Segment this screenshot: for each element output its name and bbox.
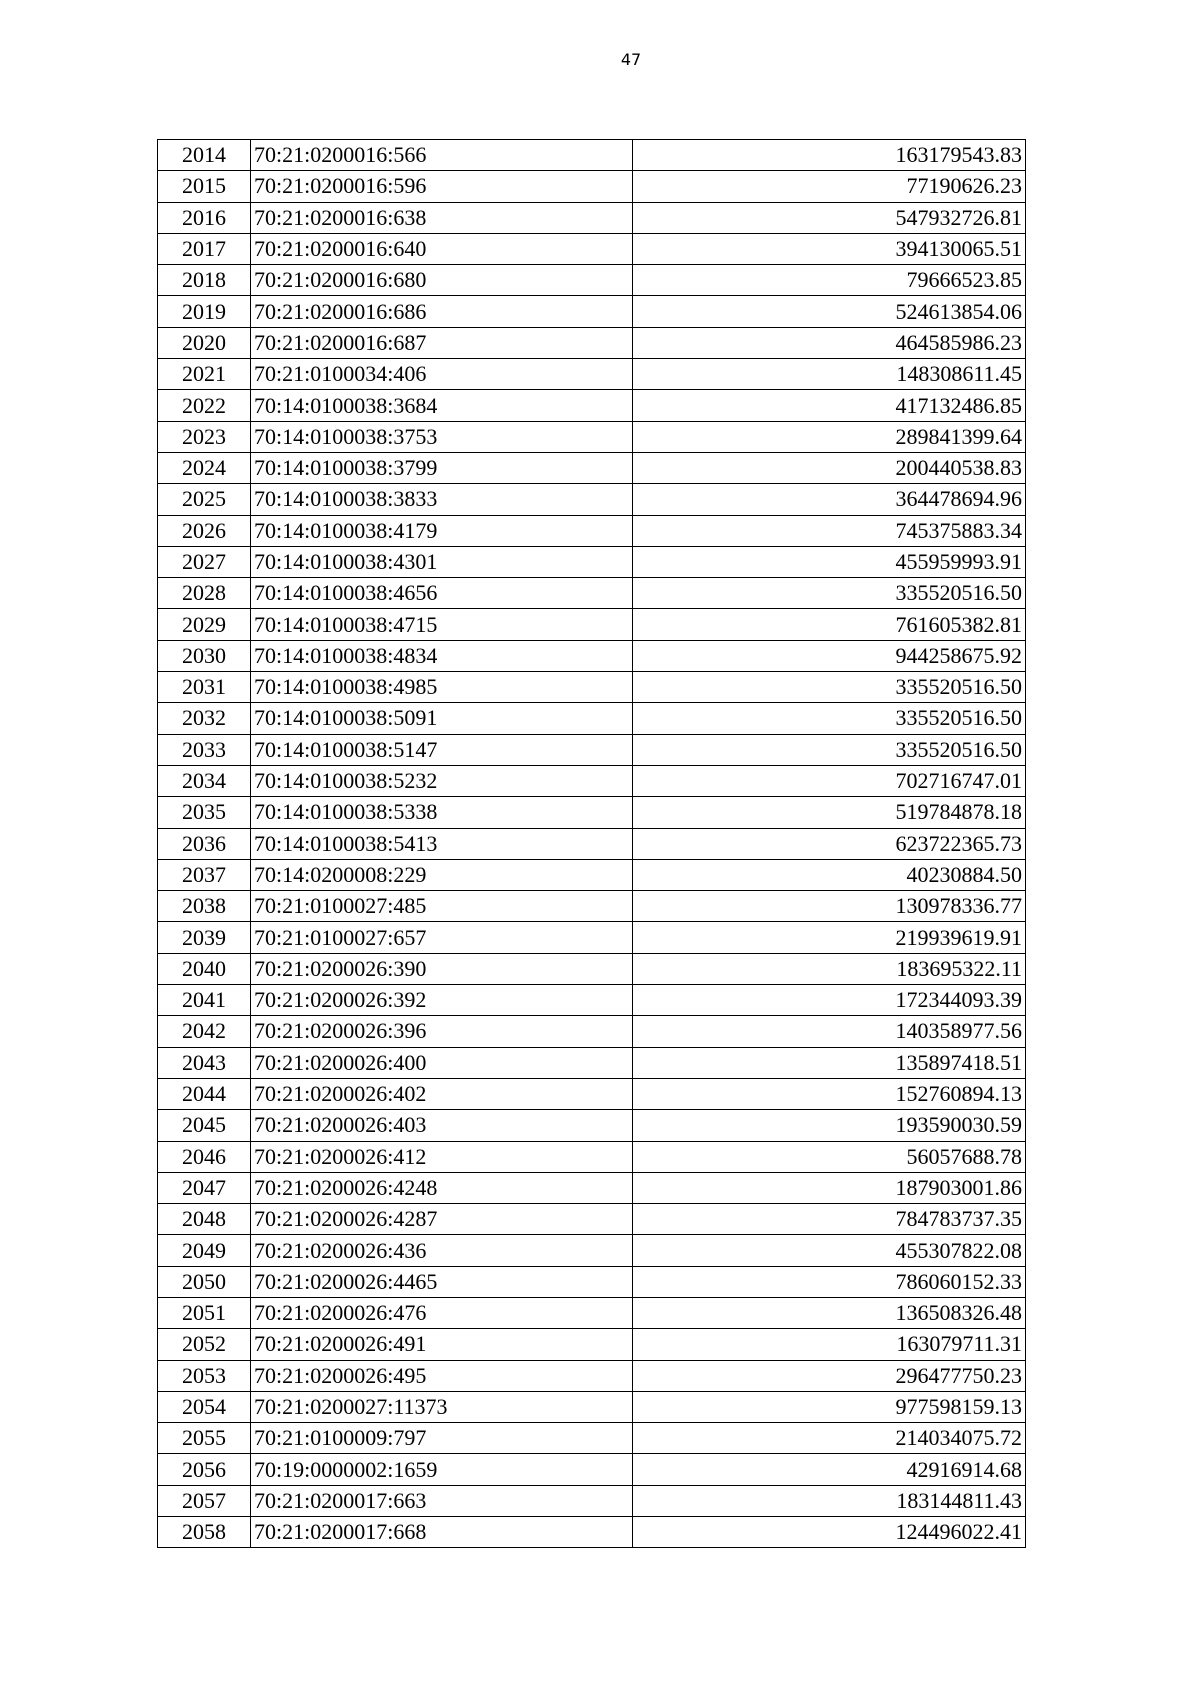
table-row <box>158 1297 1026 1328</box>
table-row <box>158 1141 1026 1172</box>
cadastral-value-cell: 364478694.96 <box>633 484 1026 515</box>
table-row <box>158 1485 1026 1516</box>
row-number-cell: 2055 <box>158 1423 251 1454</box>
row-number-cell: 2022 <box>158 390 251 421</box>
cadastral-number-cell: 70:14:0100038:5232 <box>251 765 633 796</box>
cadastral-number-cell: 70:21:0200016:596 <box>251 171 633 202</box>
cadastral-value-cell: 172344093.39 <box>633 985 1026 1016</box>
cadastral-value-cell: 786060152.33 <box>633 1266 1026 1297</box>
cadastral-value-cell: 745375883.34 <box>633 515 1026 546</box>
table-row <box>158 1016 1026 1047</box>
row-number-cell: 2043 <box>158 1047 251 1078</box>
cadastral-number-cell: 70:21:0200026:396 <box>251 1016 633 1047</box>
cadastral-number-cell: 70:14:0200008:229 <box>251 859 633 890</box>
table-row <box>158 797 1026 828</box>
cadastral-number-cell: 70:21:0200026:390 <box>251 953 633 984</box>
row-number-cell: 2041 <box>158 985 251 1016</box>
table-row <box>158 421 1026 452</box>
row-number-cell: 2053 <box>158 1360 251 1391</box>
cadastral-number-cell: 70:21:0200016:640 <box>251 233 633 264</box>
cadastral-number-cell: 70:21:0200026:4287 <box>251 1204 633 1235</box>
table-row <box>158 296 1026 327</box>
table-row <box>158 703 1026 734</box>
cadastral-number-cell: 70:14:0100038:3684 <box>251 390 633 421</box>
row-number-cell: 2026 <box>158 515 251 546</box>
row-number-cell: 2051 <box>158 1297 251 1328</box>
cadastral-value-cell: 200440538.83 <box>633 452 1026 483</box>
table-row <box>158 828 1026 859</box>
table-row <box>158 609 1026 640</box>
row-number-cell: 2025 <box>158 484 251 515</box>
row-number-cell: 2029 <box>158 609 251 640</box>
table-row <box>158 1266 1026 1297</box>
table-row <box>158 233 1026 264</box>
cadastral-number-cell: 70:21:0200016:686 <box>251 296 633 327</box>
table-row <box>158 1360 1026 1391</box>
cadastral-value-cell: 335520516.50 <box>633 578 1026 609</box>
cadastral-number-cell: 70:19:0000002:1659 <box>251 1454 633 1485</box>
cadastral-value-cell: 140358977.56 <box>633 1016 1026 1047</box>
table-row <box>158 171 1026 202</box>
cadastral-value-cell: 944258675.92 <box>633 640 1026 671</box>
row-number-cell: 2027 <box>158 546 251 577</box>
cadastral-value-cell: 335520516.50 <box>633 672 1026 703</box>
row-number-cell: 2044 <box>158 1078 251 1109</box>
cadastral-number-cell: 70:21:0200016:687 <box>251 327 633 358</box>
cadastral-number-cell: 70:21:0200027:11373 <box>251 1391 633 1422</box>
cadastral-number-cell: 70:21:0200026:402 <box>251 1078 633 1109</box>
cadastral-number-cell: 70:14:0100038:4179 <box>251 515 633 546</box>
cadastral-number-cell: 70:21:0100027:485 <box>251 891 633 922</box>
row-number-cell: 2031 <box>158 672 251 703</box>
cadastral-value-cell: 455307822.08 <box>633 1235 1026 1266</box>
cadastral-value-cell: 219939619.91 <box>633 922 1026 953</box>
cadastral-value-cell: 547932726.81 <box>633 202 1026 233</box>
cadastral-value-cell: 335520516.50 <box>633 734 1026 765</box>
table-row <box>158 1047 1026 1078</box>
table-row <box>158 1235 1026 1266</box>
table-row <box>158 327 1026 358</box>
cadastral-value-cell: 56057688.78 <box>633 1141 1026 1172</box>
cadastral-number-cell: 70:21:0200016:566 <box>251 140 633 171</box>
cadastral-number-cell: 70:21:0100034:406 <box>251 359 633 390</box>
cadastral-value-cell: 187903001.86 <box>633 1172 1026 1203</box>
cadastral-number-cell: 70:14:0100038:3753 <box>251 421 633 452</box>
table-row <box>158 1110 1026 1141</box>
cadastral-number-cell: 70:14:0100038:4985 <box>251 672 633 703</box>
row-number-cell: 2024 <box>158 452 251 483</box>
table-row <box>158 140 1026 171</box>
cadastral-value-cell: 183695322.11 <box>633 953 1026 984</box>
table-row <box>158 985 1026 1016</box>
cadastral-value-cell: 42916914.68 <box>633 1454 1026 1485</box>
cadastral-value-cell: 519784878.18 <box>633 797 1026 828</box>
row-number-cell: 2046 <box>158 1141 251 1172</box>
cadastral-value-cell: 623722365.73 <box>633 828 1026 859</box>
row-number-cell: 2030 <box>158 640 251 671</box>
cadastral-value-cell: 394130065.51 <box>633 233 1026 264</box>
cadastral-number-cell: 70:14:0100038:4715 <box>251 609 633 640</box>
table-row <box>158 1517 1026 1548</box>
table-row <box>158 891 1026 922</box>
cadastral-value-cell: 214034075.72 <box>633 1423 1026 1454</box>
row-number-cell: 2056 <box>158 1454 251 1485</box>
cadastral-number-cell: 70:21:0100027:657 <box>251 922 633 953</box>
row-number-cell: 2036 <box>158 828 251 859</box>
row-number-cell: 2040 <box>158 953 251 984</box>
row-number-cell: 2016 <box>158 202 251 233</box>
row-number-cell: 2039 <box>158 922 251 953</box>
cadastral-value-cell: 335520516.50 <box>633 703 1026 734</box>
cadastral-value-cell: 977598159.13 <box>633 1391 1026 1422</box>
cadastral-number-cell: 70:21:0200026:400 <box>251 1047 633 1078</box>
cadastral-number-cell: 70:14:0100038:4834 <box>251 640 633 671</box>
row-number-cell: 2020 <box>158 327 251 358</box>
cadastral-number-cell: 70:21:0200026:491 <box>251 1329 633 1360</box>
cadastral-value-cell: 40230884.50 <box>633 859 1026 890</box>
table-row <box>158 390 1026 421</box>
cadastral-value-cell: 784783737.35 <box>633 1204 1026 1235</box>
row-number-cell: 2038 <box>158 891 251 922</box>
cadastral-value-cell: 193590030.59 <box>633 1110 1026 1141</box>
row-number-cell: 2021 <box>158 359 251 390</box>
row-number-cell: 2017 <box>158 233 251 264</box>
row-number-cell: 2058 <box>158 1517 251 1548</box>
cadastral-value-table <box>157 139 1026 1548</box>
row-number-cell: 2050 <box>158 1266 251 1297</box>
table-row <box>158 1078 1026 1109</box>
table-row <box>158 953 1026 984</box>
cadastral-number-cell: 70:21:0200026:392 <box>251 985 633 1016</box>
cadastral-number-cell: 70:21:0200026:476 <box>251 1297 633 1328</box>
row-number-cell: 2042 <box>158 1016 251 1047</box>
cadastral-value-cell: 296477750.23 <box>633 1360 1026 1391</box>
table-row <box>158 1391 1026 1422</box>
cadastral-value-cell: 289841399.64 <box>633 421 1026 452</box>
table-body <box>158 140 1026 1548</box>
cadastral-number-cell: 70:14:0100038:4656 <box>251 578 633 609</box>
cadastral-number-cell: 70:21:0100009:797 <box>251 1423 633 1454</box>
cadastral-value-cell: 455959993.91 <box>633 546 1026 577</box>
row-number-cell: 2018 <box>158 265 251 296</box>
row-number-cell: 2019 <box>158 296 251 327</box>
cadastral-value-cell: 163079711.31 <box>633 1329 1026 1360</box>
cadastral-number-cell: 70:21:0200016:638 <box>251 202 633 233</box>
table-row <box>158 734 1026 765</box>
row-number-cell: 2035 <box>158 797 251 828</box>
row-number-cell: 2047 <box>158 1172 251 1203</box>
cadastral-value-cell: 702716747.01 <box>633 765 1026 796</box>
cadastral-value-cell: 77190626.23 <box>633 171 1026 202</box>
cadastral-number-cell: 70:14:0100038:3799 <box>251 452 633 483</box>
table-row <box>158 546 1026 577</box>
row-number-cell: 2033 <box>158 734 251 765</box>
cadastral-number-cell: 70:14:0100038:5413 <box>251 828 633 859</box>
row-number-cell: 2048 <box>158 1204 251 1235</box>
cadastral-value-cell: 761605382.81 <box>633 609 1026 640</box>
table-row <box>158 202 1026 233</box>
table-row <box>158 484 1026 515</box>
table-row <box>158 640 1026 671</box>
table-row <box>158 452 1026 483</box>
cadastral-value-cell: 148308611.45 <box>633 359 1026 390</box>
table-row <box>158 578 1026 609</box>
row-number-cell: 2023 <box>158 421 251 452</box>
row-number-cell: 2049 <box>158 1235 251 1266</box>
row-number-cell: 2032 <box>158 703 251 734</box>
cadastral-value-cell: 135897418.51 <box>633 1047 1026 1078</box>
cadastral-number-cell: 70:21:0200016:680 <box>251 265 633 296</box>
cadastral-value-cell: 124496022.41 <box>633 1517 1026 1548</box>
table-row <box>158 859 1026 890</box>
cadastral-number-cell: 70:21:0200026:436 <box>251 1235 633 1266</box>
cadastral-value-cell: 183144811.43 <box>633 1485 1026 1516</box>
cadastral-value-cell: 79666523.85 <box>633 265 1026 296</box>
table-row <box>158 922 1026 953</box>
cadastral-number-cell: 70:21:0200017:663 <box>251 1485 633 1516</box>
table-row <box>158 672 1026 703</box>
row-number-cell: 2052 <box>158 1329 251 1360</box>
cadastral-value-cell: 417132486.85 <box>633 390 1026 421</box>
cadastral-value-cell: 130978336.77 <box>633 891 1026 922</box>
table-row <box>158 1172 1026 1203</box>
cadastral-number-cell: 70:21:0200026:495 <box>251 1360 633 1391</box>
cadastral-number-cell: 70:14:0100038:5091 <box>251 703 633 734</box>
cadastral-number-cell: 70:21:0200026:4465 <box>251 1266 633 1297</box>
cadastral-value-cell: 136508326.48 <box>633 1297 1026 1328</box>
cadastral-number-cell: 70:14:0100038:5147 <box>251 734 633 765</box>
cadastral-value-cell: 163179543.83 <box>633 140 1026 171</box>
table-row <box>158 1204 1026 1235</box>
table-row <box>158 1423 1026 1454</box>
row-number-cell: 2015 <box>158 171 251 202</box>
cadastral-number-cell: 70:21:0200026:403 <box>251 1110 633 1141</box>
cadastral-number-cell: 70:21:0200026:412 <box>251 1141 633 1172</box>
row-number-cell: 2037 <box>158 859 251 890</box>
cadastral-number-cell: 70:14:0100038:4301 <box>251 546 633 577</box>
table-row <box>158 765 1026 796</box>
row-number-cell: 2028 <box>158 578 251 609</box>
row-number-cell: 2054 <box>158 1391 251 1422</box>
table-row <box>158 1454 1026 1485</box>
table-row <box>158 515 1026 546</box>
cadastral-value-cell: 524613854.06 <box>633 296 1026 327</box>
table-row <box>158 265 1026 296</box>
cadastral-number-cell: 70:14:0100038:5338 <box>251 797 633 828</box>
row-number-cell: 2014 <box>158 140 251 171</box>
table-row <box>158 359 1026 390</box>
page-number: 47 <box>620 50 642 69</box>
cadastral-number-cell: 70:14:0100038:3833 <box>251 484 633 515</box>
row-number-cell: 2057 <box>158 1485 251 1516</box>
cadastral-number-cell: 70:21:0200017:668 <box>251 1517 633 1548</box>
row-number-cell: 2045 <box>158 1110 251 1141</box>
cadastral-value-cell: 464585986.23 <box>633 327 1026 358</box>
cadastral-value-cell: 152760894.13 <box>633 1078 1026 1109</box>
table-row <box>158 1329 1026 1360</box>
row-number-cell: 2034 <box>158 765 251 796</box>
cadastral-number-cell: 70:21:0200026:4248 <box>251 1172 633 1203</box>
